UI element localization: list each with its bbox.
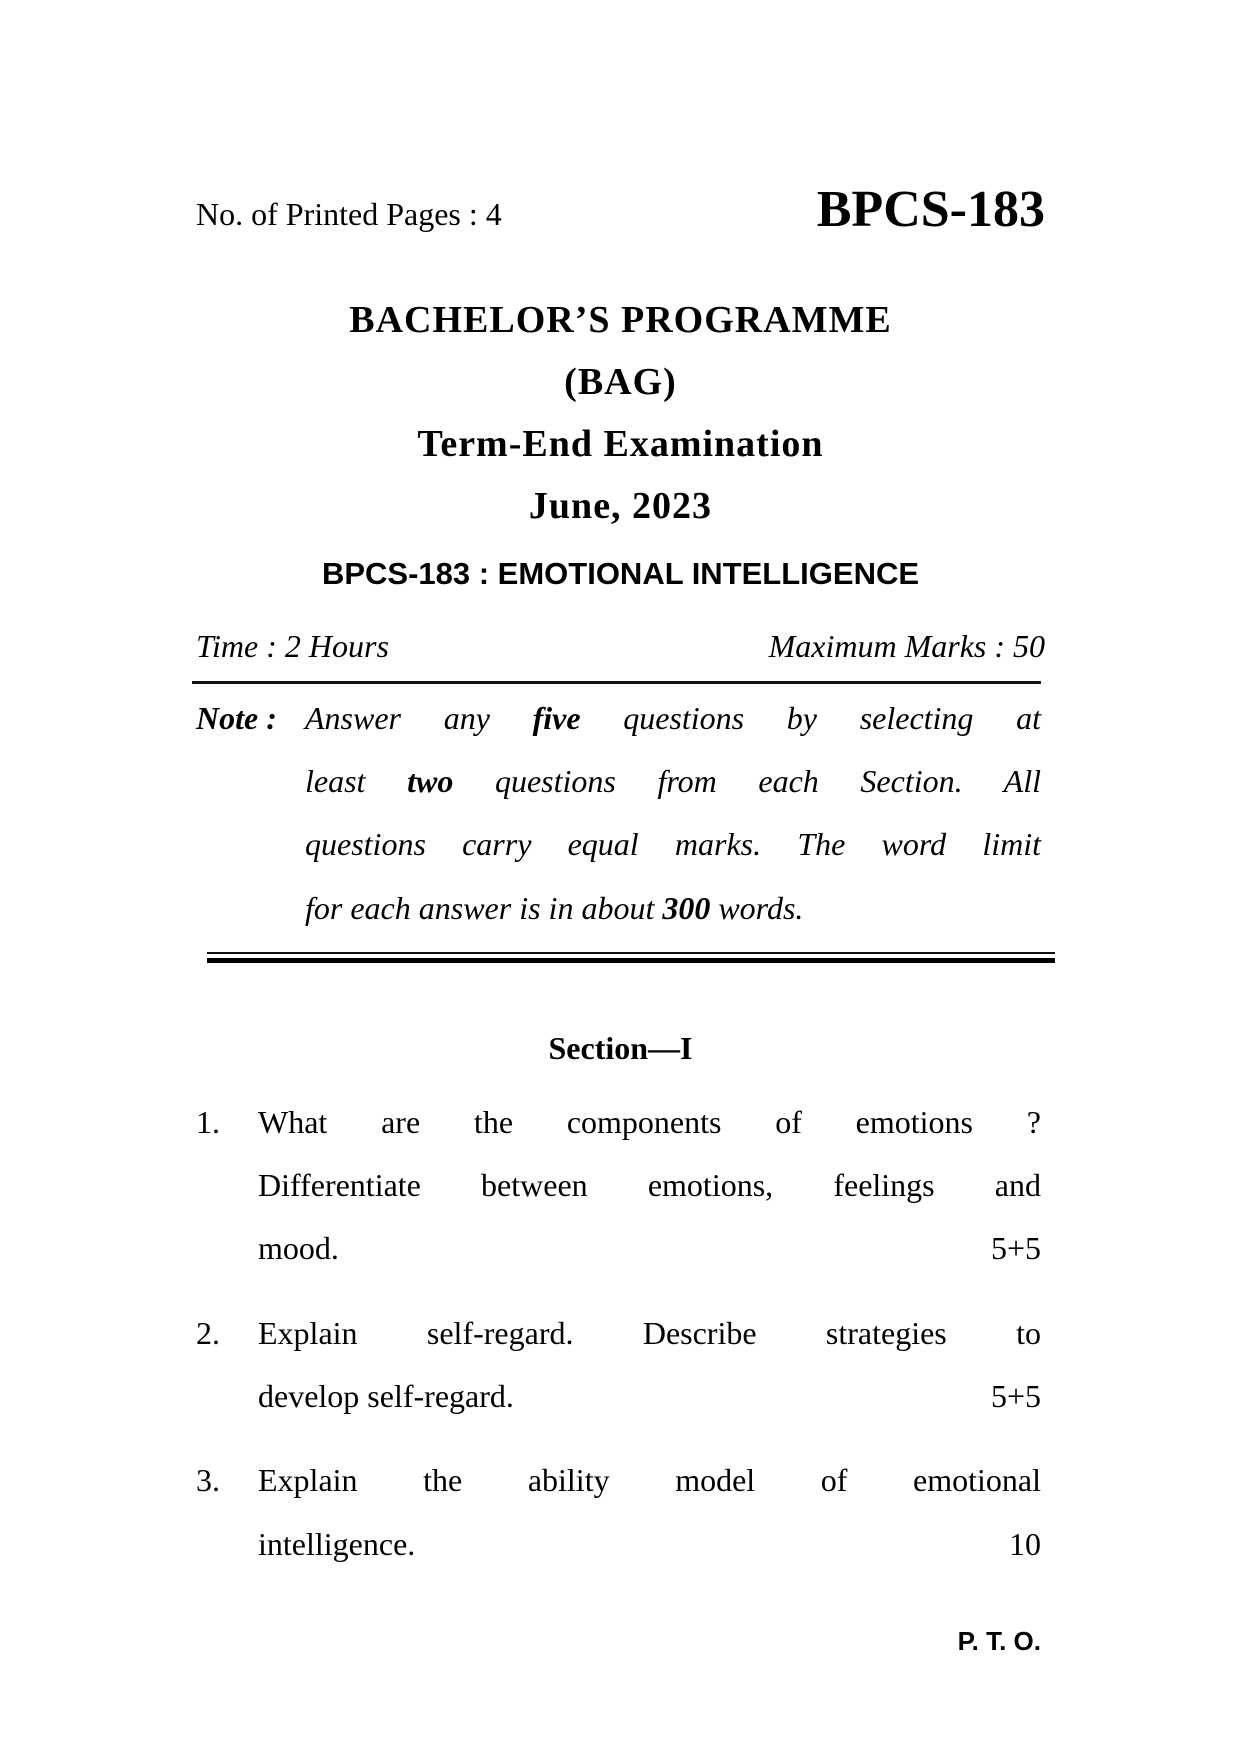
note-text: questions by selecting at (580, 700, 1041, 736)
note-line (305, 890, 1041, 927)
question-last-line (258, 1378, 1041, 1415)
programme-short: (BAG) (564, 361, 677, 403)
note-text: least (305, 763, 408, 799)
note-text: for each answer is in about (305, 890, 663, 926)
note-text: questions carry equal marks. The word limit (305, 826, 1041, 862)
subject-title: BPCS-183 : EMOTIONAL INTELLIGENCE (321, 556, 920, 591)
note-line (305, 763, 1041, 800)
maximum-marks: Maximum Marks : 50 (768, 628, 1045, 664)
question-text: intelligence. (258, 1526, 416, 1562)
programme-title: BACHELOR’S PROGRAMME (349, 299, 892, 341)
question-last-line (258, 1526, 1041, 1563)
note-text: Answer any (305, 700, 533, 736)
question-marks: 10 (1009, 1526, 1041, 1562)
header-divider (192, 681, 1041, 684)
note-line (305, 826, 1041, 863)
question-text: Explain the ability model of emotional (258, 1462, 1041, 1498)
question-text: mood. (258, 1230, 339, 1266)
note-emphasis: 300 (662, 890, 711, 926)
note-text: questions from each Section. All (453, 763, 1042, 799)
question-marks: 5+5 (990, 1378, 1041, 1414)
course-code: BPCS-183 (816, 181, 1045, 238)
printed-pages-count: No. of Printed Pages : 4 (196, 196, 502, 232)
question-text: develop self-regard. (258, 1378, 514, 1414)
exam-title: Term-End Examination (417, 423, 824, 465)
note-label: Note : (196, 700, 277, 736)
exam-date: June, 2023 (528, 485, 713, 527)
question-number: 1. (196, 1104, 220, 1140)
question-text: Differentiate between emotions, feelings and (258, 1167, 1041, 1203)
note-emphasis: five (532, 700, 581, 736)
note-divider-thick (207, 958, 1055, 963)
question-number: 3. (196, 1462, 220, 1498)
question-text: Explain self-regard. Describe strategies to (258, 1315, 1041, 1351)
exam-duration: Time : 2 Hours (196, 628, 389, 664)
question-number: 2. (196, 1315, 220, 1351)
note-divider-thin (207, 952, 1055, 954)
note-text: words. (710, 890, 804, 926)
question-text: What are the components of emotions ? (258, 1104, 1041, 1140)
question-marks: 5+5 (990, 1230, 1041, 1266)
section-title: Section—I (548, 1030, 693, 1066)
note-emphasis: two (407, 763, 454, 799)
question-last-line (258, 1230, 1041, 1267)
note-line (305, 700, 1041, 737)
please-turn-over: P. T. O. (957, 1626, 1041, 1656)
